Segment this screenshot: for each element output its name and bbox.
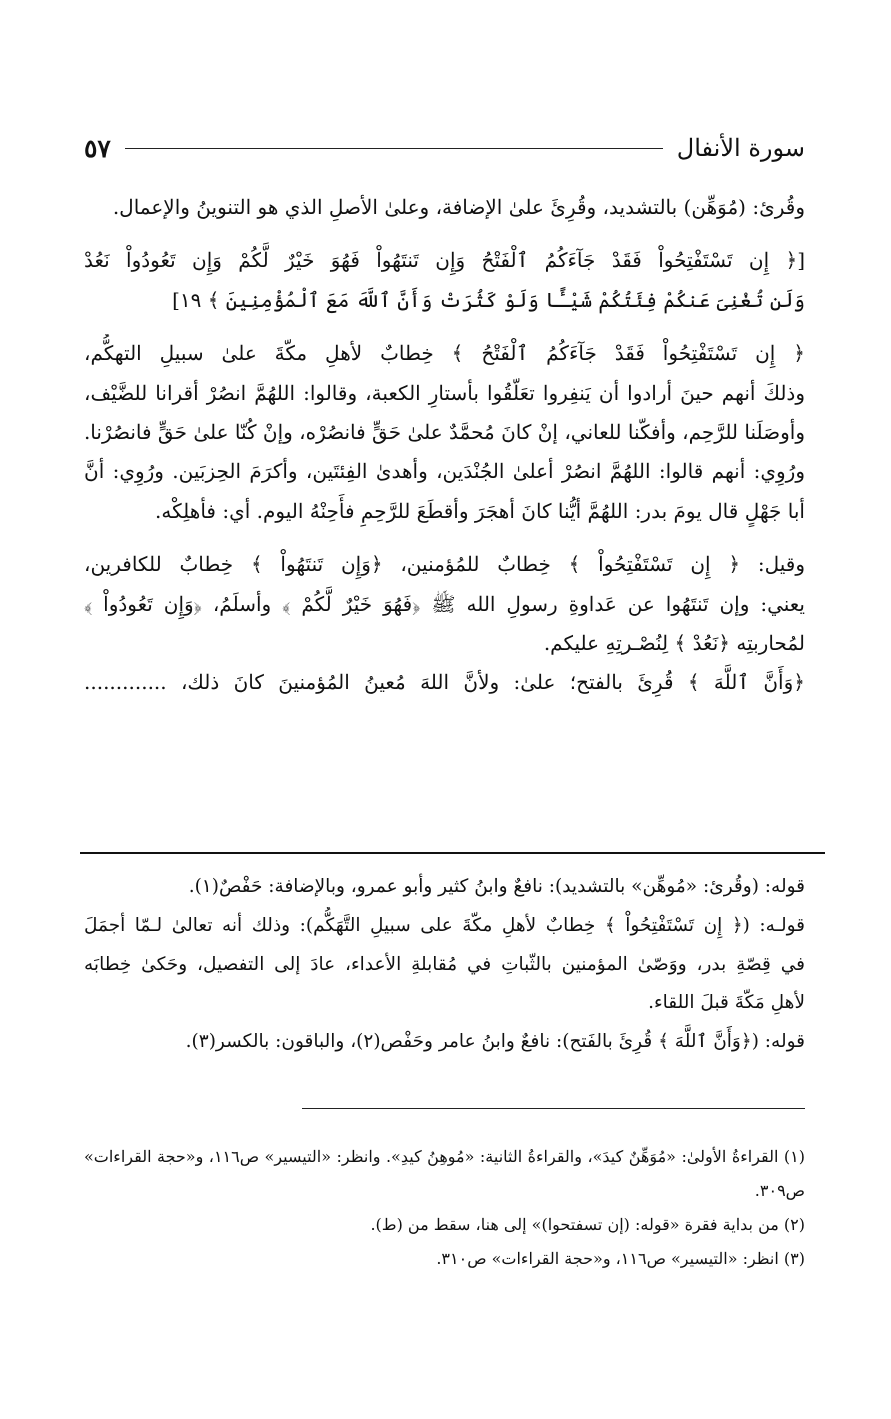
footnote-line: (١) القراءةُ الأولىٰ: «مُوَهِّنٌ كيدَ»، والقراءةُ الثانية: «مُوهِنُ كيدِ». وانظر: «التيسير» ص١١٦، و«حجة القراءات»: [84, 1147, 805, 1166]
text-line: وقُرئ: (مُوَهِّن) بالتشديد، وقُرِئَ علىٰ الإضافة، وعلىٰ الأصلِ الذي هو التنوينُ والإعمال.: [112, 195, 805, 219]
text-line: يعني: وإن تَنتَهُوا عن عَداوةِ رسولِ الله ﷺ ﴿فَهُوَ خَيْرٌ لَّكُمْ ﴾ وأسلَمُ، ﴿وَإِن تَعُودُواْ ﴾: [84, 591, 805, 616]
commentary-line: في قِصّةِ بدر، ووَصّىٰ المؤمنين بالثّباتِ في مُقابلةِ الأعداء، عادَ إلى التفصيل، وحَكىٰ خِطابَه: [84, 953, 805, 975]
text-line: وذلكَ أنهم حينَ أرادوا أن يَنفِروا تعَلّقُوا بأستارِ الكعبة، وقالوا: اللهُمَّ انصُرْ أقرانا للضَّيْف،: [84, 380, 805, 405]
page-number: ٥٧: [84, 133, 111, 163]
commentary-line: قوله: (﴿وَأَنَّ ٱللَّهَ ﴾ قُرِئَ بالفَتح): نافعٌ وابنُ عامر وحَفْص(٢)، والباقون: بالكسر(٣).: [185, 1031, 805, 1053]
header-rule: [125, 148, 663, 149]
text-line: ﴿وَأَنَّ ٱللَّهَ ﴾ قُرِئَ بالفتح؛ علىٰ: ولأنَّ اللهَ مُعينُ المُؤمنينَ كانَ ذلك، .............: [84, 670, 805, 695]
commentary-line: قولـه: (﴿ إِن تَسْتَفْتِحُواْ ﴾ خِطابٌ لأهلِ مكّةَ على سبيلِ التَّهَكُّم): وذلك أنه تعالىٰ لـمّا أجمَلَ: [84, 914, 805, 936]
surah-title: سورة الأنفال: [676, 134, 805, 162]
verse-line: وَلَن تُغْنِىَ عَنكُمْ فِئَتُكُمْ شَيْـًٔا وَلَوْ كَثُرَتْ وَأَنَّ ٱللَّهَ مَعَ ٱلْمُؤْمِنِينَ ﴾ ١٩]: [172, 287, 805, 312]
main-text: [84, 188, 805, 703]
running-header: [84, 128, 805, 168]
verse-line: [﴿ إِن تَسْتَفْتِحُواْ فَقَدْ جَآءَكُمُ ٱلْفَتْحُ وَإِن تَنتَهُواْ فَهُوَ خَيْرٌ لَّكُمْ وَإِن تَعُودُواْ نَعُدْ: [84, 248, 805, 273]
footnote-rule: [302, 1108, 805, 1109]
footnote-line: (٣) انظر: «التيسير» ص١١٦، و«حجة القراءات» ص٣١٠.: [436, 1249, 805, 1268]
text-line: ﴿ إِن تَسْتَفْتِحُواْ فَقَدْ جَآءَكُمُ ٱلْفَتْحُ ﴾ خِطابٌ لأهلِ مكّةَ علىٰ سبيلِ التهكُّم،: [84, 341, 805, 366]
footnotes-section: [84, 1140, 805, 1276]
text-line: وقيل: ﴿ إِن تَسْتَفْتِحُواْ ﴾ خِطابٌ للمُؤمنين، ﴿وَإِن تَنتَهُواْ ﴾ خِطابٌ للكافرين،: [84, 552, 805, 577]
text-line: لمُحاربتِه ﴿نَعُدْ ﴾ لِنُصْـرتِهِ عليكم.: [543, 631, 805, 656]
text-line: ورُوِي: أنهم قالوا: اللهُمَّ انصُرْ أعلىٰ الجُنْدَين، وأهدىٰ الفِئتَين، وأكرَمَ الحِزبَين. ورُوِي: أنَّ: [84, 459, 805, 484]
footnote-line: (٢) من بداية فقرة «قوله: (إن تسفتحوا)» إلى هنا، سقط من (ط).: [370, 1215, 805, 1234]
commentary-line: قوله: (وقُرئ: «مُوهِّن» بالتشديد): نافعٌ وابنُ كثير وأبو عمرو، وبالإضافة: حَفْصٌ(١).: [188, 876, 805, 897]
text-line: أبا جَهْلٍ قال يومَ بدر: اللهُمَّ أيُّنا كانَ أهجَرَ وأقطَعَ للرَّحِمِ فأَحِنْهُ اليوم. أي: فأهلِكْه.: [155, 498, 805, 523]
commentary-line: لأهلِ مَكّةَ قبلَ اللقاء.: [648, 992, 805, 1014]
commentary-section: [84, 868, 805, 1062]
text-line: وأوصَلَنا للرَّحِم، وأفكّنا للعاني، إنْ كانَ مُحمَّدٌ علىٰ حَقٍّ فانصُرْه، وإنْ كُنّا علىٰ حَقٍّ فانصُرْنا.: [84, 420, 805, 445]
footnote-line: ص٣٠٩.: [754, 1181, 805, 1200]
commentary-divider: [80, 852, 825, 854]
